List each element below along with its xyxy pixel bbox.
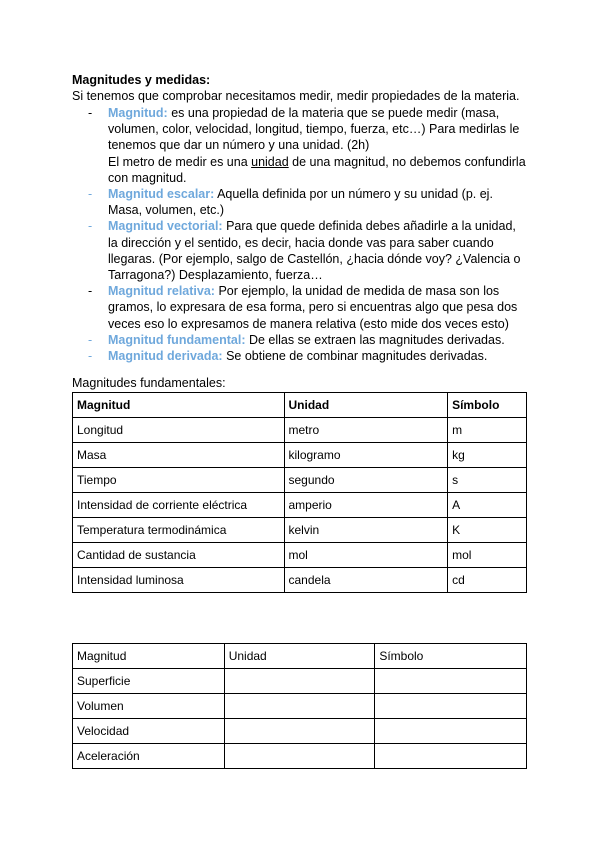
term-label: Magnitud derivada: [108, 349, 223, 364]
table-cell: Temperatura termodinámica [73, 518, 285, 543]
table-cell: candela [284, 568, 448, 593]
term-label: Magnitud vectorial: [108, 219, 223, 234]
table-cell: s [448, 468, 527, 493]
term-label: Magnitud escalar: [108, 187, 215, 202]
table-cell: Masa [73, 443, 285, 468]
dash-bullet: - [88, 187, 93, 202]
table-cell: Superficie [73, 669, 225, 694]
table-row [73, 443, 527, 468]
term-description: Se obtiene de combinar magnitudes derivadas. [222, 349, 488, 364]
table-cell: amperio [284, 493, 448, 518]
term-label: Magnitud: [108, 106, 168, 120]
page-title: Magnitudes y medidas: [72, 73, 211, 87]
term-description: Aquella definida por un número y su unidad (p. ej. Masa, volumen, etc.) [108, 187, 493, 218]
table-cell: A [448, 493, 527, 518]
underlined-word: unidad [251, 154, 289, 169]
empty-cell[interactable] [375, 719, 527, 744]
table-cell: Intensidad de corriente eléctrica [73, 493, 285, 518]
list-item [88, 283, 528, 332]
derived-magnitudes-table [72, 643, 527, 769]
table-cell: kelvin [284, 518, 448, 543]
table-row [73, 568, 527, 593]
term-description: Para que quede definida debes añadirle a la unidad, la dirección y el sentido, es decir, hacia donde vas para saber cuando llegaras. (Por ejemplo, salgo de Castellón, ¿hacia dónde voy? ¿Valencia o Tarragona?) Desplazamiento, fuerza… [108, 219, 521, 283]
table-cell: mol [284, 543, 448, 568]
dash-bullet: - [88, 106, 93, 120]
table-row [73, 719, 527, 744]
empty-cell[interactable] [224, 694, 375, 719]
dash-bullet: - [88, 349, 93, 364]
table-row [73, 518, 527, 543]
table-cell: Tiempo [73, 468, 285, 493]
table-cell: Volumen [73, 694, 225, 719]
list-item [88, 348, 528, 364]
table-row [73, 418, 527, 443]
table-cell: Intensidad luminosa [73, 568, 285, 593]
dash-bullet: - [88, 284, 93, 299]
table-header-row [73, 644, 527, 669]
dash-bullet: - [88, 219, 93, 234]
term-description: De ellas se extraen las magnitudes derivadas. [245, 332, 505, 347]
table-row [73, 493, 527, 518]
header-cell: Símbolo [448, 393, 527, 418]
empty-cell[interactable] [375, 669, 527, 694]
table-row [73, 669, 527, 694]
header-cell: Símbolo [375, 644, 527, 669]
term-label: Magnitud relativa: [108, 284, 215, 299]
note-text: El metro de medir es una [108, 154, 252, 169]
table-cell: cd [448, 568, 527, 593]
table-header-row [73, 393, 527, 418]
header-cell: Unidad [224, 644, 375, 669]
table-cell: kilogramo [284, 443, 448, 468]
definitions-list [88, 105, 528, 364]
table-cell: m [448, 418, 527, 443]
empty-cell[interactable] [224, 669, 375, 694]
table-cell: segundo [284, 468, 448, 493]
empty-cell[interactable] [224, 719, 375, 744]
table-row [73, 744, 527, 769]
header-cell: Magnitud [73, 393, 285, 418]
header-cell: Unidad [284, 393, 448, 418]
term-label: Magnitud fundamental: [108, 332, 246, 347]
empty-cell[interactable] [375, 694, 527, 719]
table-cell: metro [284, 418, 448, 443]
table-caption: Magnitudes fundamentales: [72, 376, 226, 390]
list-item [88, 218, 528, 283]
dash-bullet: - [88, 332, 93, 347]
table-cell: Cantidad de sustancia [73, 543, 285, 568]
table-cell: Velocidad [73, 719, 225, 744]
table-row [73, 468, 527, 493]
table-cell: K [448, 518, 527, 543]
table-row [73, 694, 527, 719]
table-cell: Longitud [73, 418, 285, 443]
header-cell: Magnitud [73, 644, 225, 669]
intro-text: Si tenemos que comprobar necesitamos medir, medir propiedades de la materia. [72, 89, 520, 103]
table-row [73, 543, 527, 568]
term-description: es una propiedad de la materia que se puede medir (masa, volumen, color, velocidad, longitud, tiempo, fuerza, etc…) Para medirlas le tenemos que dar un número y una unidad. (2h) [108, 106, 520, 153]
term-description: Por ejemplo, la unidad de medida de masa son los gramos, lo expresara de esa forma, pero si encuentras algo que pesa dos veces eso lo expresamos de manera relativa (esto mide dos veces esto) [108, 284, 518, 331]
empty-cell[interactable] [224, 744, 375, 769]
list-item [88, 105, 528, 186]
table-cell: mol [448, 543, 527, 568]
list-item [88, 186, 528, 218]
table-cell: Aceleración [73, 744, 225, 769]
empty-cell[interactable] [375, 744, 527, 769]
list-item [88, 332, 528, 348]
fundamental-magnitudes-table [72, 392, 527, 593]
table-cell: kg [448, 443, 527, 468]
note-text-end: de una magnitud, no debemos confundirla con magnitud. [108, 154, 526, 185]
